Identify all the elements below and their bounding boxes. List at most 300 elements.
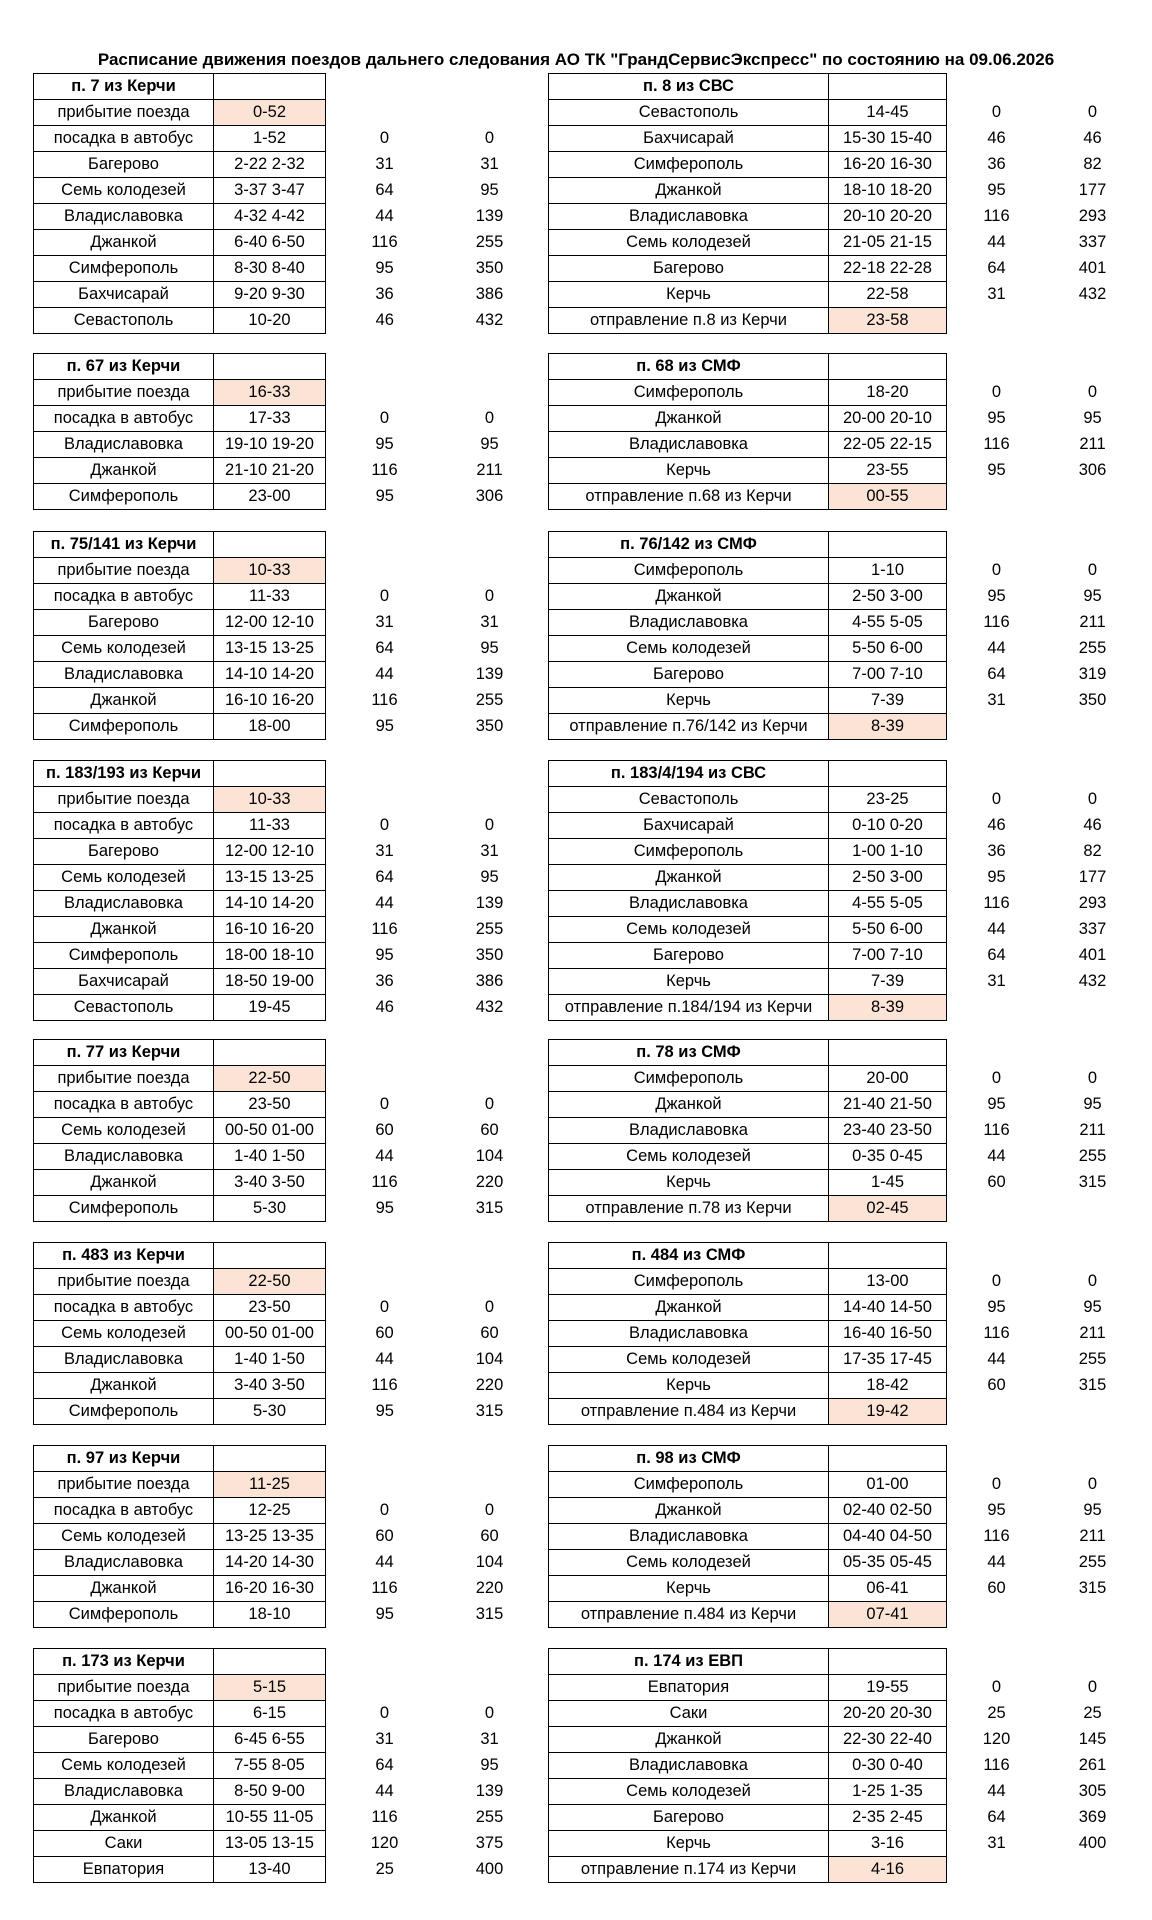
station-name: отправление п.8 из Керчи <box>549 308 829 334</box>
station-name: Керчь <box>549 1831 829 1857</box>
table-row <box>34 1092 536 1118</box>
train-schedule-block <box>548 73 1139 334</box>
cumulative-distance: 255 <box>475 920 504 939</box>
cumulative-distance: 211 <box>476 461 503 480</box>
station-name: Багерово <box>549 662 829 688</box>
station-name: посадка в автобус <box>34 406 214 432</box>
station-name: Джанкой <box>34 1576 214 1602</box>
train-schedule-block <box>33 760 536 1021</box>
empty-cell <box>947 354 1047 380</box>
table-row <box>34 432 536 458</box>
train-schedule-block <box>33 531 536 740</box>
station-time: 10-55 11-05 <box>214 1805 326 1831</box>
cumulative-distance: 305 <box>1078 1782 1107 1801</box>
train-number: п. 183/193 из Керчи <box>34 761 214 787</box>
segment-distance: 116 <box>983 435 1010 454</box>
cumulative-distance: 0 <box>484 1298 495 1317</box>
segment-distance: 44 <box>987 1147 1006 1166</box>
station-name: Джанкой <box>34 1805 214 1831</box>
table-row <box>549 1727 1139 1753</box>
schedule-table <box>548 1445 1139 1628</box>
station-time: 13-15 13-25 <box>214 865 326 891</box>
empty-cell <box>444 1446 536 1472</box>
table-row <box>549 432 1139 458</box>
train-number: п. 68 из СМФ <box>549 354 829 380</box>
cumulative-distance: 60 <box>480 1324 499 1343</box>
cumulative-distance: 0 <box>484 409 495 428</box>
station-name: Джанкой <box>549 1092 829 1118</box>
segment-distance <box>326 1066 444 1092</box>
train-schedule-block <box>548 1039 1139 1222</box>
schedule-table <box>33 760 536 1021</box>
empty-cell <box>444 1040 536 1066</box>
segment-distance: 116 <box>983 207 1010 226</box>
station-name: Джанкой <box>34 688 214 714</box>
station-name: Джанкой <box>549 1295 829 1321</box>
train-schedule-block <box>33 1039 536 1222</box>
table-row <box>549 1399 1139 1425</box>
segment-distance: 116 <box>371 1376 398 1395</box>
segment-distance <box>947 714 1047 740</box>
station-name: Владиславовка <box>34 662 214 688</box>
station-time: 2-50 3-00 <box>829 584 947 610</box>
header-time-cell <box>214 1649 326 1675</box>
train-number: п. 77 из Керчи <box>34 1040 214 1066</box>
station-time: 05-35 05-45 <box>829 1550 947 1576</box>
table-row <box>34 839 536 865</box>
station-time: 7-00 7-10 <box>829 943 947 969</box>
table-row <box>549 406 1139 432</box>
segment-distance <box>947 1399 1047 1425</box>
cumulative-distance: 255 <box>475 233 504 252</box>
station-name: Багерово <box>34 1727 214 1753</box>
station-time: 21-40 21-50 <box>829 1092 947 1118</box>
segment-distance: 95 <box>987 587 1006 606</box>
table-row <box>34 308 536 334</box>
station-name: Джанкой <box>549 584 829 610</box>
station-name: прибытие поезда <box>34 787 214 813</box>
segment-distance: 0 <box>991 103 1002 122</box>
segment-distance: 95 <box>987 1095 1006 1114</box>
station-name: Джанкой <box>549 178 829 204</box>
station-name: отправление п.78 из Керчи <box>549 1196 829 1222</box>
table-row <box>549 813 1139 839</box>
cumulative-distance: 220 <box>475 1579 504 1598</box>
cumulative-distance: 220 <box>475 1376 504 1395</box>
station-time: 11-33 <box>214 584 326 610</box>
table-row <box>549 1092 1139 1118</box>
empty-cell <box>947 1649 1047 1675</box>
cumulative-distance: 386 <box>475 285 504 304</box>
station-name: Симферополь <box>34 1196 214 1222</box>
station-name: Владиславовка <box>549 1118 829 1144</box>
station-time: 0-10 0-20 <box>829 813 947 839</box>
station-name: Багерово <box>549 256 829 282</box>
station-time: 02-45 <box>829 1196 947 1222</box>
train-number: п. 7 из Керчи <box>34 74 214 100</box>
cumulative-distance: 337 <box>1078 233 1107 252</box>
station-name: Джанкой <box>34 458 214 484</box>
train-header-row <box>549 1040 1139 1066</box>
empty-cell <box>947 1446 1047 1472</box>
station-name: Симферополь <box>34 1399 214 1425</box>
segment-distance: 60 <box>375 1324 394 1343</box>
table-row <box>34 1498 536 1524</box>
empty-cell <box>1047 74 1139 100</box>
segment-distance: 95 <box>987 1298 1006 1317</box>
table-row <box>549 1779 1139 1805</box>
station-time: 18-42 <box>829 1373 947 1399</box>
segment-distance: 95 <box>987 868 1006 887</box>
table-row <box>549 1524 1139 1550</box>
table-row <box>549 1602 1139 1628</box>
table-row <box>549 282 1139 308</box>
table-row <box>549 1373 1139 1399</box>
station-name: Владиславовка <box>34 1550 214 1576</box>
station-name: посадка в автобус <box>34 1092 214 1118</box>
station-time: 1-45 <box>829 1170 947 1196</box>
station-name: Севастополь <box>549 787 829 813</box>
segment-distance: 31 <box>375 155 394 174</box>
table-row <box>549 943 1139 969</box>
cumulative-distance: 95 <box>1083 409 1102 428</box>
empty-cell <box>444 354 536 380</box>
cumulative-distance: 432 <box>475 998 504 1017</box>
station-name: Владиславовка <box>549 891 829 917</box>
station-name: Семь колодезей <box>34 178 214 204</box>
station-time: 0-35 0-45 <box>829 1144 947 1170</box>
station-time: 4-16 <box>829 1857 947 1883</box>
station-name: посадка в автобус <box>34 1701 214 1727</box>
table-row <box>549 1805 1139 1831</box>
segment-distance <box>326 380 444 406</box>
station-time: 00-55 <box>829 484 947 510</box>
train-schedule-block <box>33 73 536 334</box>
table-row <box>34 458 536 484</box>
segment-distance: 31 <box>375 1730 394 1749</box>
cumulative-distance <box>1047 1857 1139 1883</box>
table-row <box>34 406 536 432</box>
station-time: 16-33 <box>214 380 326 406</box>
table-row <box>549 865 1139 891</box>
station-time: 23-00 <box>214 484 326 510</box>
segment-distance: 95 <box>987 409 1006 428</box>
table-row <box>34 1144 536 1170</box>
cumulative-distance: 104 <box>475 1147 504 1166</box>
schedule-table <box>548 1648 1139 1883</box>
segment-distance: 95 <box>375 1605 394 1624</box>
station-name: Керчь <box>549 688 829 714</box>
station-time: 5-30 <box>214 1399 326 1425</box>
table-row <box>34 1675 536 1701</box>
table-row <box>549 558 1139 584</box>
cumulative-distance <box>1047 995 1139 1021</box>
station-name: Симферополь <box>549 380 829 406</box>
station-name: прибытие поезда <box>34 1269 214 1295</box>
cumulative-distance: 401 <box>1078 946 1107 965</box>
table-row <box>34 1118 536 1144</box>
station-name: Севастополь <box>549 100 829 126</box>
empty-cell <box>947 761 1047 787</box>
station-time: 13-00 <box>829 1269 947 1295</box>
segment-distance: 116 <box>983 1756 1010 1775</box>
station-time: 23-50 <box>214 1092 326 1118</box>
segment-distance <box>326 787 444 813</box>
station-name: посадка в автобус <box>34 126 214 152</box>
table-row <box>34 636 536 662</box>
station-name: прибытие поезда <box>34 1675 214 1701</box>
station-name: Владиславовка <box>34 1779 214 1805</box>
segment-distance: 64 <box>987 1808 1006 1827</box>
train-schedule-block <box>33 1648 536 1883</box>
station-time: 12-25 <box>214 1498 326 1524</box>
cumulative-distance: 315 <box>1078 1173 1107 1192</box>
cumulative-distance: 255 <box>475 1808 504 1827</box>
station-name: Джанкой <box>549 406 829 432</box>
station-time: 1-40 1-50 <box>214 1144 326 1170</box>
table-row <box>549 1321 1139 1347</box>
station-name: Багерово <box>34 839 214 865</box>
table-row <box>549 1472 1139 1498</box>
station-time: 8-30 8-40 <box>214 256 326 282</box>
segment-distance <box>326 1269 444 1295</box>
cumulative-distance: 0 <box>1087 383 1098 402</box>
table-row <box>34 969 536 995</box>
cumulative-distance: 95 <box>480 639 499 658</box>
table-row <box>549 458 1139 484</box>
table-row <box>549 1144 1139 1170</box>
station-time: 19-10 19-20 <box>214 432 326 458</box>
station-name: Багерово <box>549 943 829 969</box>
train-header-row <box>34 761 536 787</box>
table-row <box>34 1373 536 1399</box>
cumulative-distance <box>444 1675 536 1701</box>
station-name: Керчь <box>549 1576 829 1602</box>
station-name: Керчь <box>549 458 829 484</box>
station-time: 17-35 17-45 <box>829 1347 947 1373</box>
empty-cell <box>326 1446 444 1472</box>
segment-distance: 60 <box>375 1121 394 1140</box>
station-time: 13-40 <box>214 1857 326 1883</box>
train-header-row <box>34 354 536 380</box>
cumulative-distance: 0 <box>484 1704 495 1723</box>
station-name: Евпатория <box>34 1857 214 1883</box>
station-time: 10-20 <box>214 308 326 334</box>
cumulative-distance: 31 <box>480 155 499 174</box>
schedule-table <box>33 1648 536 1883</box>
segment-distance: 44 <box>375 894 394 913</box>
cumulative-distance: 337 <box>1078 920 1107 939</box>
station-time: 5-30 <box>214 1196 326 1222</box>
segment-distance: 25 <box>375 1860 394 1879</box>
station-time: 7-39 <box>829 688 947 714</box>
empty-cell <box>1047 1243 1139 1269</box>
station-time: 14-45 <box>829 100 947 126</box>
station-name: Семь колодезей <box>549 1779 829 1805</box>
empty-cell <box>326 761 444 787</box>
station-name: Саки <box>549 1701 829 1727</box>
table-row <box>34 380 536 406</box>
segment-distance: 44 <box>375 1553 394 1572</box>
cumulative-distance <box>1047 1196 1139 1222</box>
station-name: Симферополь <box>34 943 214 969</box>
station-name: Семь колодезей <box>549 1144 829 1170</box>
station-name: Керчь <box>549 1373 829 1399</box>
segment-distance: 64 <box>375 868 394 887</box>
segment-distance: 95 <box>375 435 394 454</box>
station-name: Симферополь <box>549 152 829 178</box>
train-header-row <box>34 1243 536 1269</box>
segment-distance: 44 <box>987 639 1006 658</box>
table-row <box>549 1269 1139 1295</box>
cumulative-distance: 375 <box>475 1834 504 1853</box>
cumulative-distance: 177 <box>1078 181 1107 200</box>
cumulative-distance <box>444 1066 536 1092</box>
station-name: Владиславовка <box>549 204 829 230</box>
cumulative-distance: 369 <box>1078 1808 1107 1827</box>
segment-distance: 31 <box>987 285 1006 304</box>
station-name: посадка в автобус <box>34 1498 214 1524</box>
station-time: 12-00 12-10 <box>214 839 326 865</box>
schedule-table <box>548 353 1139 510</box>
station-name: отправление п.484 из Керчи <box>549 1399 829 1425</box>
table-row <box>549 610 1139 636</box>
table-row <box>34 558 536 584</box>
cumulative-distance: 145 <box>1078 1730 1107 1749</box>
station-time: 3-37 3-47 <box>214 178 326 204</box>
cumulative-distance: 46 <box>1083 816 1102 835</box>
header-time-cell <box>214 1040 326 1066</box>
segment-distance: 0 <box>379 1704 390 1723</box>
station-name: Симферополь <box>549 1269 829 1295</box>
cumulative-distance: 315 <box>475 1605 504 1624</box>
station-time: 18-00 18-10 <box>214 943 326 969</box>
segment-distance <box>947 1196 1047 1222</box>
station-name: Симферополь <box>34 484 214 510</box>
station-time: 6-40 6-50 <box>214 230 326 256</box>
cumulative-distance: 315 <box>475 1199 504 1218</box>
table-row <box>34 1347 536 1373</box>
station-name: Владиславовка <box>549 432 829 458</box>
station-time: 18-50 19-00 <box>214 969 326 995</box>
cumulative-distance: 432 <box>475 311 504 330</box>
cumulative-distance <box>444 787 536 813</box>
table-row <box>549 1066 1139 1092</box>
cumulative-distance: 315 <box>1078 1376 1107 1395</box>
table-row <box>34 126 536 152</box>
header-time-cell <box>829 1243 947 1269</box>
segment-distance: 44 <box>375 1147 394 1166</box>
station-name: прибытие поезда <box>34 558 214 584</box>
header-time-cell <box>829 354 947 380</box>
cumulative-distance: 0 <box>1087 103 1098 122</box>
segment-distance: 44 <box>987 920 1006 939</box>
table-row <box>34 688 536 714</box>
segment-distance: 116 <box>371 233 398 252</box>
table-row <box>549 1550 1139 1576</box>
station-name: Джанкой <box>549 865 829 891</box>
station-time: 19-45 <box>214 995 326 1021</box>
table-row <box>34 1831 536 1857</box>
segment-distance <box>947 484 1047 510</box>
station-name: Семь колодезей <box>549 917 829 943</box>
cumulative-distance: 0 <box>484 1501 495 1520</box>
table-row <box>34 1066 536 1092</box>
segment-distance <box>947 995 1047 1021</box>
empty-cell <box>444 532 536 558</box>
table-row <box>549 256 1139 282</box>
table-row <box>34 1399 536 1425</box>
station-time: 23-25 <box>829 787 947 813</box>
train-schedule-block <box>33 353 536 510</box>
table-row <box>34 662 536 688</box>
segment-distance: 0 <box>991 1272 1002 1291</box>
station-time: 2-22 2-32 <box>214 152 326 178</box>
station-time: 10-33 <box>214 558 326 584</box>
segment-distance <box>947 1857 1047 1883</box>
station-name: Симферополь <box>34 1602 214 1628</box>
empty-cell <box>326 532 444 558</box>
table-row <box>549 917 1139 943</box>
header-time-cell <box>214 1243 326 1269</box>
station-time: 19-42 <box>829 1399 947 1425</box>
segment-distance: 31 <box>987 691 1006 710</box>
cumulative-distance <box>1047 484 1139 510</box>
cumulative-distance <box>1047 714 1139 740</box>
cumulative-distance: 350 <box>475 717 504 736</box>
station-time: 14-20 14-30 <box>214 1550 326 1576</box>
table-row <box>549 969 1139 995</box>
station-name: прибытие поезда <box>34 1472 214 1498</box>
station-time: 6-15 <box>214 1701 326 1727</box>
station-time: 0-30 0-40 <box>829 1753 947 1779</box>
station-time: 13-05 13-15 <box>214 1831 326 1857</box>
table-row <box>34 1602 536 1628</box>
cumulative-distance: 0 <box>484 587 495 606</box>
station-time: 6-45 6-55 <box>214 1727 326 1753</box>
station-time: 5-15 <box>214 1675 326 1701</box>
segment-distance: 36 <box>987 155 1006 174</box>
station-time: 1-52 <box>214 126 326 152</box>
station-name: посадка в автобус <box>34 813 214 839</box>
station-name: Джанкой <box>549 1727 829 1753</box>
station-name: Семь колодезей <box>34 1321 214 1347</box>
cumulative-distance: 104 <box>475 1350 504 1369</box>
empty-cell <box>326 74 444 100</box>
cumulative-distance: 350 <box>475 259 504 278</box>
cumulative-distance <box>444 380 536 406</box>
train-number: п. 8 из СВС <box>549 74 829 100</box>
segment-distance: 0 <box>991 383 1002 402</box>
cumulative-distance: 95 <box>480 1756 499 1775</box>
station-name: Семь колодезей <box>549 1347 829 1373</box>
segment-distance: 116 <box>983 1527 1010 1546</box>
station-name: Владиславовка <box>34 432 214 458</box>
station-time: 14-10 14-20 <box>214 662 326 688</box>
table-row <box>34 1857 536 1883</box>
segment-distance: 120 <box>982 1730 1011 1749</box>
station-name: Симферополь <box>549 1066 829 1092</box>
station-time: 22-30 22-40 <box>829 1727 947 1753</box>
empty-cell <box>1047 532 1139 558</box>
cumulative-distance: 31 <box>480 1730 499 1749</box>
train-number: п. 484 из СМФ <box>549 1243 829 1269</box>
table-row <box>549 1857 1139 1883</box>
station-time: 10-33 <box>214 787 326 813</box>
segment-distance <box>326 1675 444 1701</box>
table-row <box>34 813 536 839</box>
empty-cell <box>947 74 1047 100</box>
